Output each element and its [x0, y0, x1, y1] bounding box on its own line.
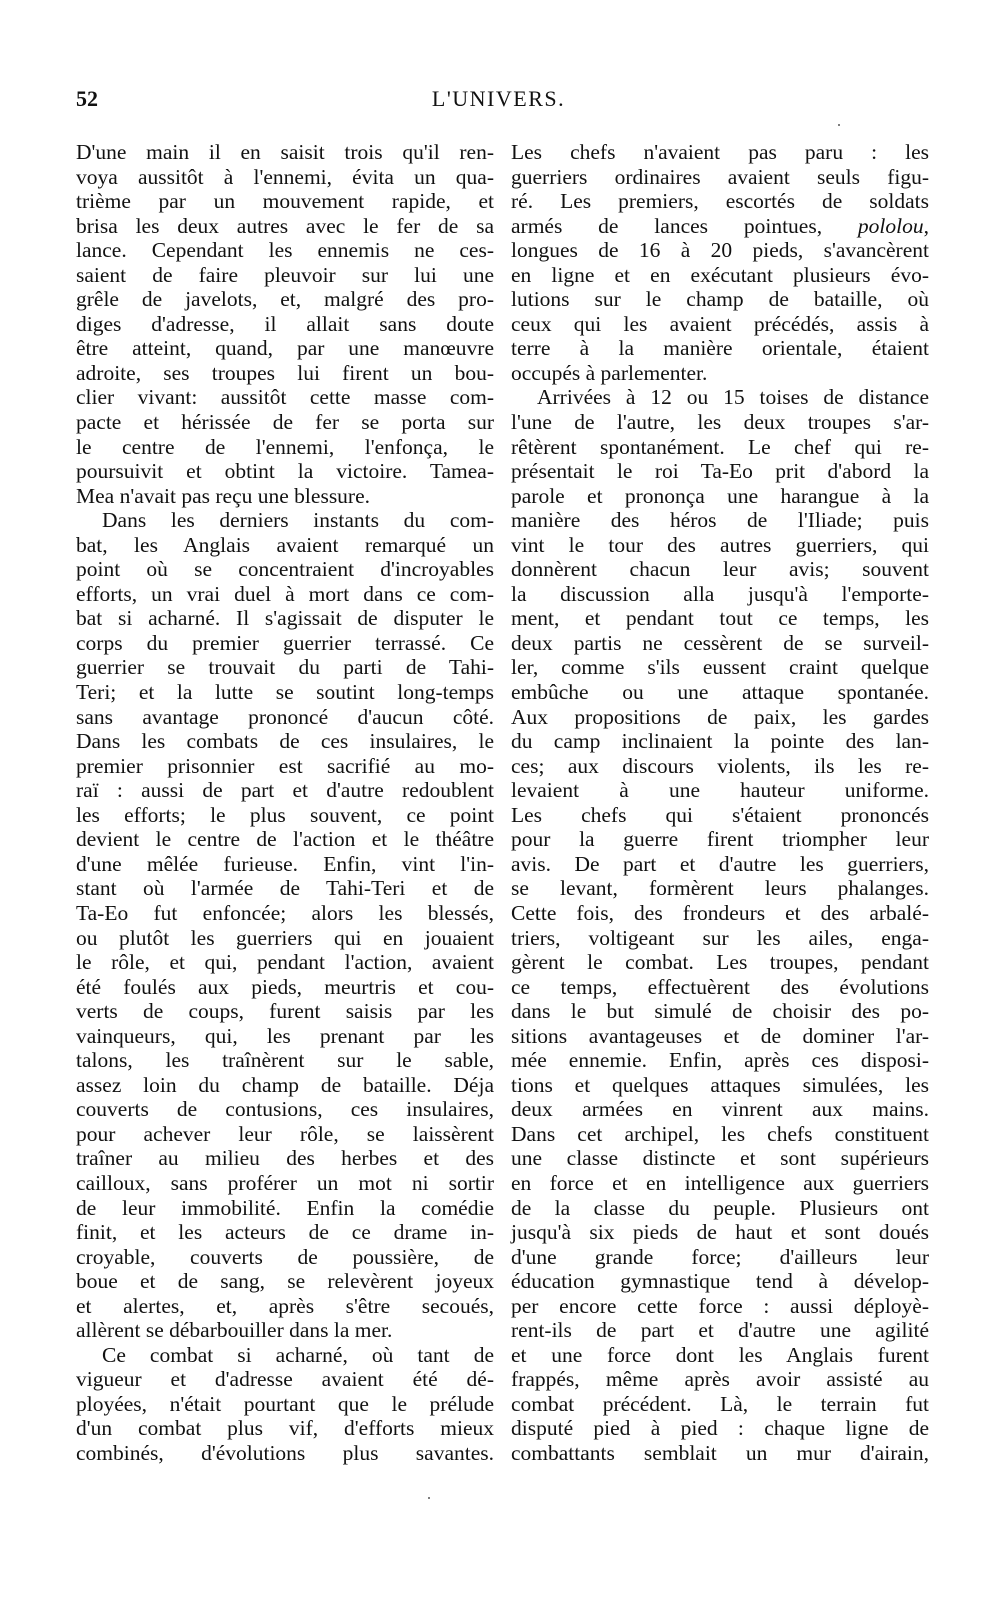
text-line: longues de 16 à 20 pieds, s'avancèrent	[511, 238, 929, 263]
text-line: du camp inclinaient la pointe des lan-	[511, 729, 929, 754]
text-line: ces; aux discours violents, ils les re-	[511, 753, 929, 778]
text-line: per encore cette force : aussi déployè-	[511, 1293, 929, 1318]
text-line: l'une de l'autre, les deux troupes s'ar-	[511, 410, 929, 435]
text-line: ment, et pendant tout ce temps, les	[511, 606, 929, 631]
text-line: grêle de javelots, et, malgré des pro-	[76, 287, 494, 312]
text-line: de la classe du peuple. Plusieurs ont	[511, 1195, 929, 1220]
text-line: assez loin du champ de bataille. Déja	[76, 1072, 494, 1097]
text-line: pour achever leur rôle, se laissèrent	[76, 1121, 494, 1146]
text-line: pour la guerre firent triompher leur	[511, 827, 929, 852]
text-line: rêtèrent spontanément. Le chef qui re-	[511, 434, 929, 459]
text-line: ceux qui les avaient précédés, assis à	[511, 311, 929, 336]
text-line: corps du premier guerrier terrassé. Ce	[76, 630, 494, 655]
text-line: combattants semblait un mur d'airain,	[511, 1440, 929, 1465]
text-line: occupés à parlementer.	[511, 360, 708, 385]
page-header	[0, 86, 997, 116]
text-line: une classe distincte et sont supérieurs	[511, 1146, 929, 1171]
text-line: triers, voltigeant sur les ailes, enga-	[511, 925, 929, 950]
text-line: Les chefs n'avaient pas paru : les	[511, 140, 929, 164]
text-line: combat précédent. Là, le terrain fut	[511, 1391, 929, 1416]
text-line: deux armées en vinrent aux mains.	[511, 1097, 929, 1122]
text-line: ce temps, effectuèrent des évolutions	[511, 974, 929, 999]
text-line: en force et en intelligence aux guerriers	[511, 1170, 929, 1195]
text-line: voya aussitôt à l'ennemi, évita un qua-	[76, 164, 494, 189]
text-line: brisa les deux autres avec le fer de sa	[76, 213, 494, 238]
text-line: les efforts; le plus souvent, ce point	[76, 802, 494, 827]
left-column	[76, 140, 494, 1466]
text-line: allèrent se débarbouiller dans la mer.	[76, 1318, 393, 1343]
text-line: avis. De part et d'autre les guerriers,	[511, 851, 929, 876]
text-line: Dans les combats de ces insulaires, le	[76, 729, 494, 754]
text-line: bat si acharné. Il s'agissait de disputer le	[76, 606, 494, 631]
text-line: premier prisonnier est sacrifié au mo-	[76, 753, 494, 778]
text-line: et une force dont les Anglais furent	[511, 1342, 929, 1367]
text-line: ré. Les premiers, escortés de soldats	[511, 189, 929, 214]
text-line: ou plutôt les guerriers qui en jouaient	[76, 925, 494, 950]
text-line: vint le tour des autres guerriers, qui	[511, 532, 929, 557]
text-line: Teri; et la lutte se soutint long-temps	[76, 680, 494, 705]
text-line: Ta-Eo fut enfoncée; alors les blessés,	[76, 900, 494, 925]
text-line: guerriers ordinaires avaient seuls figu-	[511, 164, 929, 189]
text-line: sans avantage prononcé d'aucun côté.	[76, 704, 494, 729]
scan-speck	[838, 124, 840, 126]
text-line: poursuivit et obtint la victoire. Tamea-	[76, 459, 494, 484]
text-line: dans le but simulé de choisir des po-	[511, 999, 929, 1024]
text-line: finit, et les acteurs de ce drame in-	[76, 1220, 494, 1245]
text-line: armés de lances pointues, pololou,	[511, 213, 929, 238]
text-line: Cette fois, des frondeurs et des arbalé-	[511, 900, 929, 925]
text-line: boue et de sang, se relevèrent joyeux	[76, 1269, 494, 1294]
text-line: point où se concentraient d'incroyables	[76, 557, 494, 582]
text-line: talons, les traînèrent sur le sable,	[76, 1048, 494, 1073]
text-line: stant où l'armée de Tahi-Teri et de	[76, 876, 494, 901]
text-line: tions et quelques attaques simulées, les	[511, 1072, 929, 1097]
text-line: levaient à une hauteur uniforme.	[511, 778, 929, 803]
text-line: éducation gymnastique tend à dévelop-	[511, 1269, 929, 1294]
text-line: diges d'adresse, il allait sans doute	[76, 311, 494, 336]
text-line: ployées, n'était pourtant que le prélude	[76, 1391, 494, 1416]
text-line: vainqueurs, qui, les prenant par les	[76, 1023, 494, 1048]
text-line: D'une main il en saisit trois qu'il ren-	[76, 140, 494, 164]
text-line: se levant, formèrent leurs phalanges.	[511, 876, 929, 901]
text-line: devient le centre de l'action et le théâtre	[76, 827, 494, 852]
text-line: embûche ou une attaque spontanée.	[511, 680, 929, 705]
text-line: pacte et hérissée de fer se porta sur	[76, 410, 494, 435]
text-line: mée ennemie. Enfin, après ces disposi-	[511, 1048, 929, 1073]
text-line: croyable, couverts de poussière, de	[76, 1244, 494, 1269]
text-line: ler, comme s'ils eussent craint quelque	[511, 655, 929, 680]
text-line: être atteint, quand, par une manœuvre	[76, 336, 494, 361]
text-line: le rôle, et qui, pendant l'action, avaient	[76, 950, 494, 975]
text-line: Dans les derniers instants du com-	[102, 508, 494, 533]
text-line: Ce combat si acharné, où tant de	[102, 1342, 494, 1367]
text-line: couverts de contusions, ces insulaires,	[76, 1097, 494, 1122]
text-line: traîner au milieu des herbes et des	[76, 1146, 494, 1171]
text-line: deux partis ne cessèrent de se surveil-	[511, 630, 929, 655]
text-line: frappés, même après avoir assisté au	[511, 1367, 929, 1392]
text-line: été foulés aux pieds, meurtris et cou-	[76, 974, 494, 999]
text-line: d'un combat plus vif, d'efforts mieux	[76, 1416, 494, 1441]
text-line: sitions avantageuses et de dominer l'ar-	[511, 1023, 929, 1048]
text-line: d'une grande force; d'ailleurs leur	[511, 1244, 929, 1269]
text-line: de leur immobilité. Enfin la comédie	[76, 1195, 494, 1220]
text-line: Aux propositions de paix, les gardes	[511, 704, 929, 729]
text-line: manière des héros de l'Iliade; puis	[511, 508, 929, 533]
text-line: vigueur et d'adresse avaient été dé-	[76, 1367, 494, 1392]
text-line: en ligne et en exécutant plusieurs évo-	[511, 262, 929, 287]
text-line: lutions sur le champ de bataille, où	[511, 287, 929, 312]
text-line: verts de coups, furent saisis par les	[76, 999, 494, 1024]
text-line: donnèrent chacun leur avis; souvent	[511, 557, 929, 582]
text-line: cailloux, sans proférer un mot ni sortir	[76, 1170, 494, 1195]
page-number: 52	[76, 86, 98, 111]
text-line: présentait le roi Ta-Eo prit d'abord la	[511, 459, 929, 484]
right-column	[511, 140, 929, 1466]
text-line: disputé pied à pied : chaque ligne de	[511, 1416, 929, 1441]
text-line: saient de faire pleuvoir sur lui une	[76, 262, 494, 287]
text-line: Les chefs qui s'étaient prononcés	[511, 802, 929, 827]
text-line: trième par un mouvement rapide, et	[76, 189, 494, 214]
text-line: et alertes, et, après s'être secoués,	[76, 1293, 494, 1318]
text-line: terre à la manière orientale, étaient	[511, 336, 929, 361]
text-line: adroite, ses troupes lui firent un bou-	[76, 360, 494, 385]
text-line: bat, les Anglais avaient remarqué un	[76, 532, 494, 557]
text-line: raï : aussi de part et d'autre redoublent	[76, 778, 494, 803]
text-line: le centre de l'ennemi, l'enfonça, le	[76, 434, 494, 459]
text-line: Arrivées à 12 ou 15 toises de distance	[537, 385, 929, 410]
text-line: la discussion alla jusqu'à l'emporte-	[511, 581, 929, 606]
text-line: combinés, d'évolutions plus savantes.	[76, 1440, 494, 1465]
text-line: Mea n'avait pas reçu une blessure.	[76, 483, 371, 508]
text-line: gèrent le combat. Les troupes, pendant	[511, 950, 929, 975]
text-line: parole et prononça une harangue à la	[511, 483, 929, 508]
running-title: L'UNIVERS.	[431, 86, 566, 111]
text-line: Dans cet archipel, les chefs constituent	[511, 1121, 929, 1146]
text-line: efforts, un vrai duel à mort dans ce com-	[76, 581, 494, 606]
text-line: jusqu'à six pieds de haut et sont doués	[511, 1220, 929, 1245]
text-line: rent-ils de part et d'autre une agilité	[511, 1318, 929, 1343]
text-line: clier vivant: aussitôt cette masse com-	[76, 385, 494, 410]
text-line: guerrier se trouvait du parti de Tahi-	[76, 655, 494, 680]
text-line: d'une mêlée furieuse. Enfin, vint l'in-	[76, 851, 494, 876]
text-line: lance. Cependant les ennemis ne ces-	[76, 238, 494, 263]
scan-speck	[428, 1497, 430, 1499]
italic-term: pololou	[857, 213, 924, 238]
